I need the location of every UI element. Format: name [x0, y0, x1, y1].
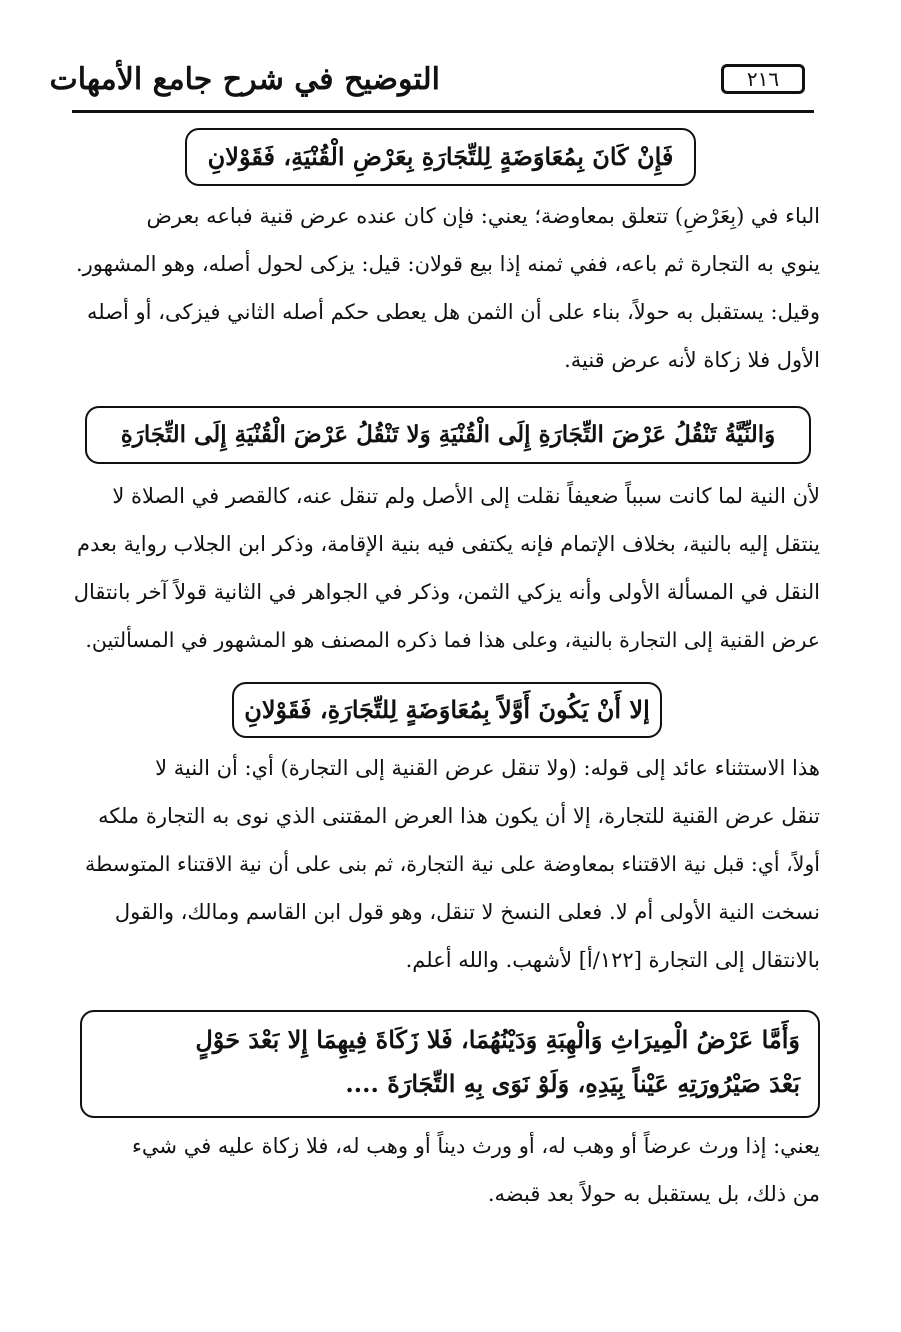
- sharh-line: من ذلك، بل يستقبل به حولاً بعد قبضه.: [487, 1182, 820, 1206]
- sharh-line: لأن النية لما كانت سبباً ضعيفاً نقلت إلى الأصل ولم تنقل عنه، كالقصر في الصلاة لا: [112, 484, 820, 508]
- sharh-paragraph-2: [72, 472, 820, 664]
- sharh-line: عرض القنية إلى التجارة بالنية، وعلى هذا فما ذكره المصنف هو المشهور في المسألتين.: [85, 628, 820, 652]
- sharh-line: تنقل عرض القنية للتجارة، إلا أن يكون هذا العرض المقتنى الذي نوى به التجارة ملكه: [98, 804, 820, 828]
- matn-box-2: [85, 406, 811, 464]
- matn-text: فَإِنْ كَانَ بِمُعَاوَضَةٍ لِلتِّجَارَةِ بِعَرْضِ الْقُنْيَةِ، فَقَوْلانِ: [207, 142, 674, 171]
- sharh-paragraph-4: [72, 1122, 820, 1218]
- header-rule: [72, 110, 814, 113]
- sharh-line: النقل في المسألة الأولى وأنه يزكي الثمن، وذكر في الجواهر في الثانية قولاً آخر بانتقال: [73, 580, 820, 604]
- matn-text: وَأَمَّا عَرْضُ الْمِيرَاثِ وَالْهِبَةِ وَدَيْنُهُمَا، فَلا زَكَاةَ فِيهِمَا إِلا بَعْدَ حَوْلٍ: [195, 1025, 800, 1054]
- sharh-line: ينوي به التجارة ثم باعه، ففي ثمنه إذا بيع قولان: قيل: يزكى لحول أصله، وهو المشهور.: [75, 252, 820, 276]
- sharh-line: يعني: إذا ورث عرضاً أو وهب له، أو ورث ديناً أو وهب له، فلا زكاة عليه في شيء: [132, 1134, 820, 1158]
- sharh-line: ينتقل إليه بالنية، بخلاف الإتمام فإنه يكتفى فيه بنية الإقامة، وذكر ابن الجلاب رواية بعدم: [76, 532, 820, 556]
- page-number: ٢١٦: [721, 64, 805, 94]
- sharh-line: نسخت النية الأولى أم لا. فعلى النسخ لا تنقل، وهو قول ابن القاسم ومالك، والقول: [114, 900, 820, 924]
- matn-box-1: [185, 128, 696, 186]
- sharh-line: بالانتقال إلى التجارة [١٢٢/أ] لأشهب. والله أعلم.: [405, 948, 820, 972]
- sharh-line: هذا الاستثناء عائد إلى قوله: (ولا تنقل عرض القنية إلى التجارة) أي: أن النية لا: [155, 756, 820, 780]
- sharh-line: وقيل: يستقبل به حولاً، بناء على أن الثمن هل يعطى حكم أصله الثاني فيزكى، أو أصله: [86, 300, 820, 324]
- sharh-paragraph-1: [72, 192, 820, 384]
- matn-text: بَعْدَ صَيْرُورَتِهِ عَيْناً بِيَدِهِ، وَلَوْ نَوَى بِهِ التِّجَارَةَ ....: [345, 1069, 800, 1098]
- running-title: التوضيح في شرح جامع الأمهات: [49, 62, 440, 97]
- sharh-line: الباء في (بِعَرْضِ) تتعلق بمعاوضة؛ يعني: فإن كان عنده عرض قنية فباعه بعرض: [146, 204, 820, 228]
- matn-text: وَالنِّيَّةُ تَنْقُلُ عَرْضَ التِّجَارَةِ إِلَى الْقُنْيَةِ وَلا تَنْقُلُ عَرْضَ الْقُنْيَةِ إِلَى التِّجَارَةِ: [120, 421, 776, 448]
- sharh-line: أولاً، أي: قبل نية الاقتناء بمعاوضة على نية التجارة، ثم بنى على أن نية الاقتناء المتوسطة: [84, 852, 820, 876]
- sharh-paragraph-3: [72, 744, 820, 984]
- matn-box-3: [232, 682, 662, 738]
- matn-box-4: [80, 1010, 820, 1118]
- matn-text: إلا أَنْ يَكُونَ أَوَّلاً بِمُعَاوَضَةٍ لِلتِّجَارَةِ، فَقَوْلانِ: [244, 695, 650, 724]
- sharh-line: الأول فلا زكاة لأنه عرض قنية.: [564, 348, 820, 372]
